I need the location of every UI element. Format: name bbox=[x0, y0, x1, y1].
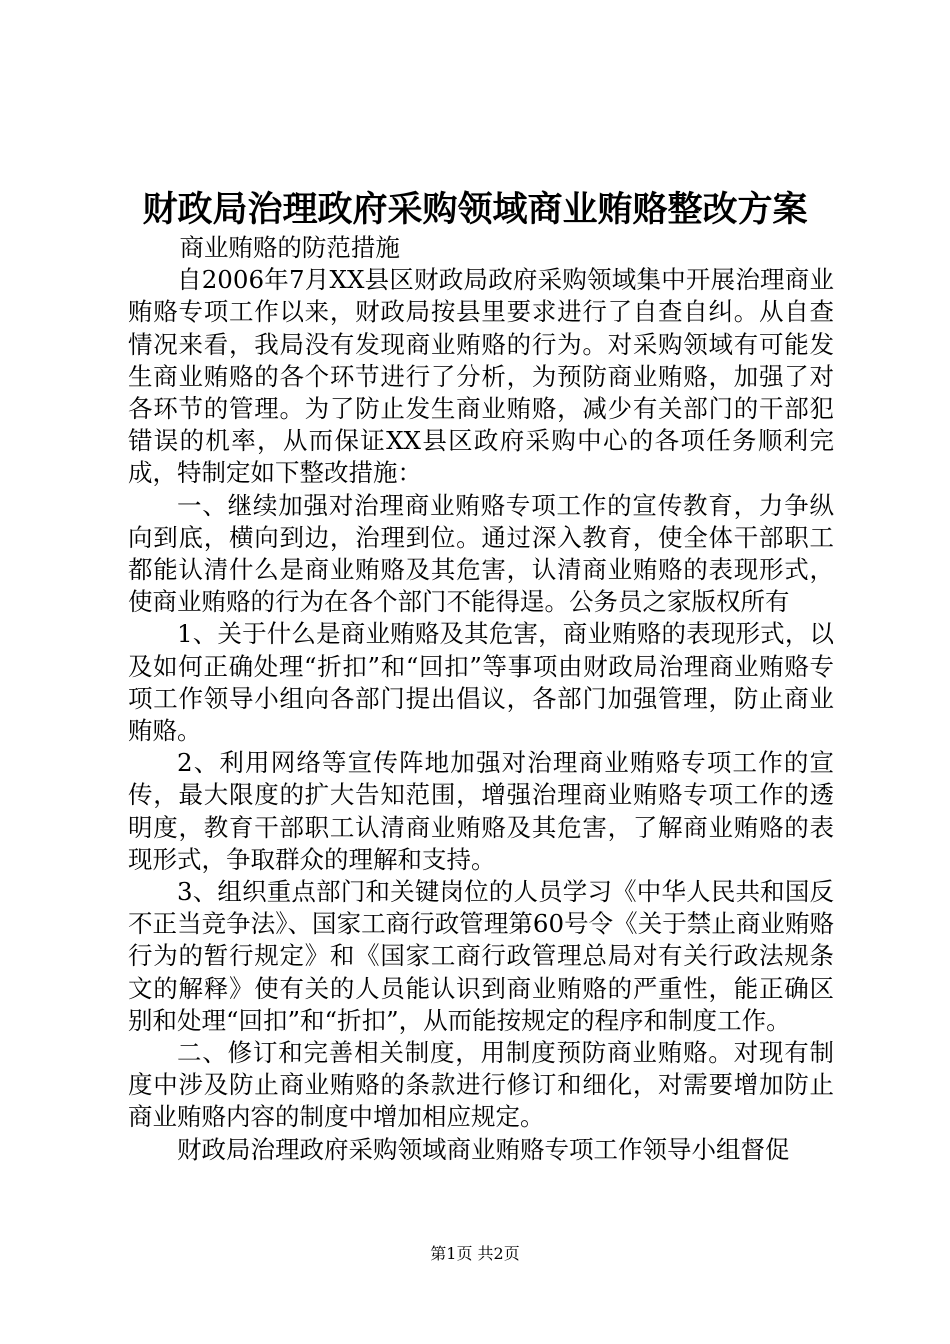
document-title: 财政局治理政府采购领域商业贿赂整改方案 bbox=[142, 189, 808, 230]
item-two-paragraph: 2、利用网络等宣传阵地加强对治理商业贿赂专项工作的宣传，最大限度的扩大告知范围，增强治理商业贿赂专项工作的透明度，教育干部职工认清商业贿赂及其危害，了解商业贿赂的表现形式，争取群众的理解和支持。 bbox=[128, 748, 834, 874]
document-body bbox=[128, 232, 834, 1166]
intro-paragraph: 自2006年7月XX县区财政局政府采购领域集中开展治理商业贿赂专项工作以来，财政局按县里要求进行了自查自纠。从自查情况来看，我局没有发现商业贿赂的行为。对采购领域有可能发生商业贿赂的各个环节进行了分析，为预防商业贿赂，加强了对各环节的管理。为了防止发生商业贿赂，减少有关部门的干部犯错误的机率，从而保证XX县区政府采购中心的各项任务顺利完成，特制定如下整改措施： bbox=[128, 265, 834, 488]
page-number-footer: 第1页 共2页 bbox=[430, 1244, 520, 1263]
item-one-paragraph: 1、关于什么是商业贿赂及其危害，商业贿赂的表现形式，以及如何正确处理“折扣”和“回扣”等事项由财政局治理商业贿赂专项工作领导小组向各部门提出倡议，各部门加强管理，防止商业贿赂。 bbox=[128, 619, 834, 746]
measure-one-paragraph: 一、继续加强对治理商业贿赂专项工作的宣传教育，力争纵向到底，横向到边，治理到位。通过深入教育，使全体干部职工都能认清什么是商业贿赂及其危害，认清商业贿赂的表现形式，使商业贿赂的行为在各个部门不能得逞。公务员之家版权所有 bbox=[128, 490, 834, 617]
closing-paragraph: 财政局治理政府采购领域商业贿赂专项工作领导小组督促 bbox=[177, 1134, 790, 1164]
item-three-paragraph: 3、组织重点部门和关键岗位的人员学习《中华人民共和国反不正当竞争法》、国家工商行政管理第60号令《关于禁止商业贿赂行为的暂行规定》和《国家工商行政管理总局对有关行政法规条文的解释》使有关的人员能认识到商业贿赂的严重性，能正确区别和处理“回扣”和“折扣”，从而能按规定的程序和制度工作。 bbox=[128, 877, 834, 1035]
measure-two-paragraph: 二、修订和完善相关制度，用制度预防商业贿赂。对现有制度中涉及防止商业贿赂的条款进行修订和细化，对需要增加防止商业贿赂内容的制度中增加相应规定。 bbox=[128, 1038, 834, 1132]
section-heading: 商业贿赂的防范措施 bbox=[179, 233, 400, 262]
